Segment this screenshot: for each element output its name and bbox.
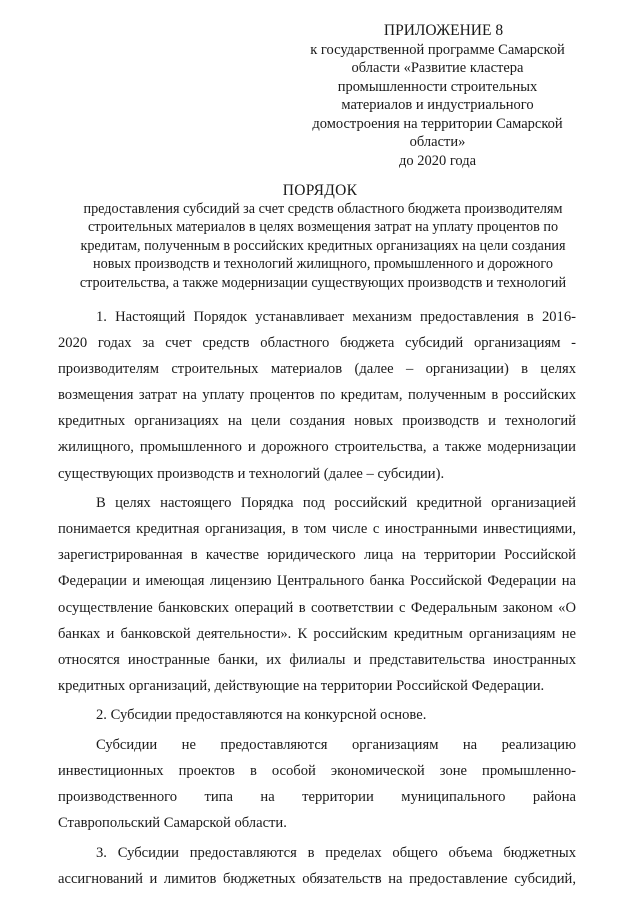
text-line: зарегистрированная в качестве юридического лица на территории Российской [58, 547, 576, 564]
text-line: понимается кредитная организация, в том числе с иностранными инвестициями, [58, 521, 576, 538]
text-line: 1. Настоящий Порядок устанавливает механизм предоставления в 2016- [96, 309, 576, 325]
appendix-title: ПРИЛОЖЕНИЕ 8 [383, 22, 504, 39]
text-line: Федерации и имеющая лицензию Центрального банка Российской Федерации на [58, 573, 576, 590]
text-line: возмещения затрат на уплату процентов по кредитам, полученным в российских [58, 387, 576, 404]
subtitle-line: строительства, а также модернизации существующих производств и технологий [79, 274, 567, 291]
text-line: осуществление банковских операций в соответствии с Федеральным законом «О [58, 599, 576, 616]
text-line: 2. Субсидии предоставляются на конкурсной основе. [96, 707, 427, 724]
text-line: кредитных организациях на цели создания новых производств и технологий [58, 413, 576, 430]
paragraph-2 [58, 490, 576, 699]
paragraph-3 [58, 702, 576, 728]
appendix-line: к государственной программе Самарской [310, 41, 565, 58]
text-line: 2020 годах за счет средств областного бюджета субсидий организациям - [58, 335, 576, 352]
appendix-line: до 2020 года [398, 152, 477, 169]
text-line: существующих производств и технологий (далее – субсидии). [58, 465, 445, 482]
document-title: ПОРЯДОК [282, 182, 358, 199]
subtitle-line: предоставления субсидий за счет средств областного бюджета производителям [83, 201, 563, 217]
document-body [58, 304, 576, 896]
text-line: инвестиционных проектов в особой экономической зоне промышленно- [58, 763, 576, 780]
text-line: производственного типа на территории муниципального района [58, 789, 576, 806]
paragraph-1 [58, 304, 576, 487]
appendix-line: области» [409, 134, 466, 150]
appendix-header [300, 22, 575, 170]
text-line: относятся иностранные банки, их филиалы и представительства иностранных [58, 651, 576, 668]
subtitle-line: строительных материалов в целях возмещения затрат на уплату процентов по [87, 219, 559, 236]
text-line: В целях настоящего Порядка под российский кредитной организацией [96, 495, 576, 512]
appendix-line: домостроения на территории Самарской [312, 115, 563, 132]
text-line: ассигнований и лимитов бюджетных обязательств на предоставление субсидий, [58, 870, 576, 887]
document-subtitle [58, 200, 588, 292]
text-line: 3. Субсидии предоставляются в пределах общего объема бюджетных [96, 844, 576, 861]
paragraph-4 [58, 732, 576, 836]
appendix-line: промышленности строительных [337, 78, 538, 95]
text-line: кредитных организаций, действующие на территории Российской Федерации. [58, 677, 545, 694]
appendix-line: области «Развитие кластера [351, 60, 524, 76]
appendix-line: материалов и индустриального [341, 97, 534, 113]
subtitle-line: кредитам, полученным в российских кредитных организациях на цели создания [80, 237, 566, 254]
paragraph-5 [58, 840, 576, 892]
text-line: жилищного, промышленного и дорожного строительства, а также модернизации [58, 439, 576, 456]
subtitle-line: новых производств и технологий жилищного, промышленного и дорожного [93, 256, 553, 273]
text-line: производителям строительных материалов (далее – организации) в целях [58, 361, 576, 378]
text-line: банках и банковской деятельности». К российским кредитным организациям не [58, 625, 576, 642]
text-line: Субсидии не предоставляются организациям на реализацию [96, 737, 576, 753]
text-line: Ставропольский Самарской области. [58, 815, 287, 832]
